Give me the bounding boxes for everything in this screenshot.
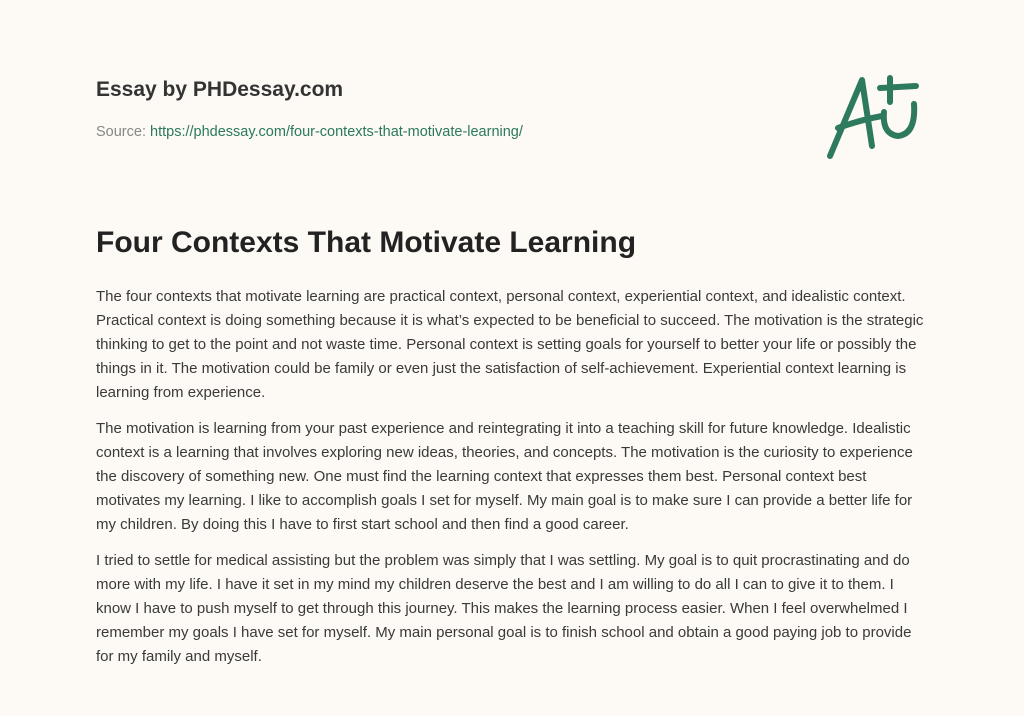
article-body — [96, 285, 932, 681]
site-brand: Essay by PHDessay.com — [96, 78, 344, 101]
paragraph: The motivation is learning from your past experience and reintegrating it into a teaching skill for future knowledge. Idealistic context is a learning that involves exploring new ideas, theories, and concepts. The motivation is the curiosity to experience the discovery of something new. One must find the learning context that expresses them best. Personal context best motivates my learning. I like to accomplish goals I set for myself. My main goal is to make sure I can provide a better life for my children. By doing this I have to first start school and then find a good career. — [96, 420, 913, 533]
source-label: Source: — [96, 124, 146, 140]
source-line — [96, 124, 523, 140]
article-title: Four Contexts That Motivate Learning — [96, 226, 637, 259]
source-link[interactable]: https://phdessay.com/four-contexts-that-motivate-learning/ — [150, 124, 523, 140]
paragraph: I tried to settle for medical assisting but the problem was simply that I was settling. My goal is to quit procrastinating and do more with my life. I have it set in my mind my children deserve the best and I am willing to do all I can to give it to them. I know I have to push myself to get through this journey. This makes the learning process easier. When I feel overwhelmed I remember my goals I have set for myself. My main personal goal is to finish school and obtain a good paying job to provide for my family and myself. — [96, 552, 912, 665]
a-plus-logo-icon — [820, 68, 930, 164]
paragraph: The four contexts that motivate learning are practical context, personal context, experiential context, and idealistic context. Practical context is doing something because it is what’s expected to be beneficial to succeed. The motivation is the strategic thinking to get to the point and not waste time. Personal context is setting goals for yourself to better your life or possibly the things in it. The motivation could be family or even just the satisfaction of self-achievement. Experiential context learning is learning from experience. — [96, 288, 924, 401]
